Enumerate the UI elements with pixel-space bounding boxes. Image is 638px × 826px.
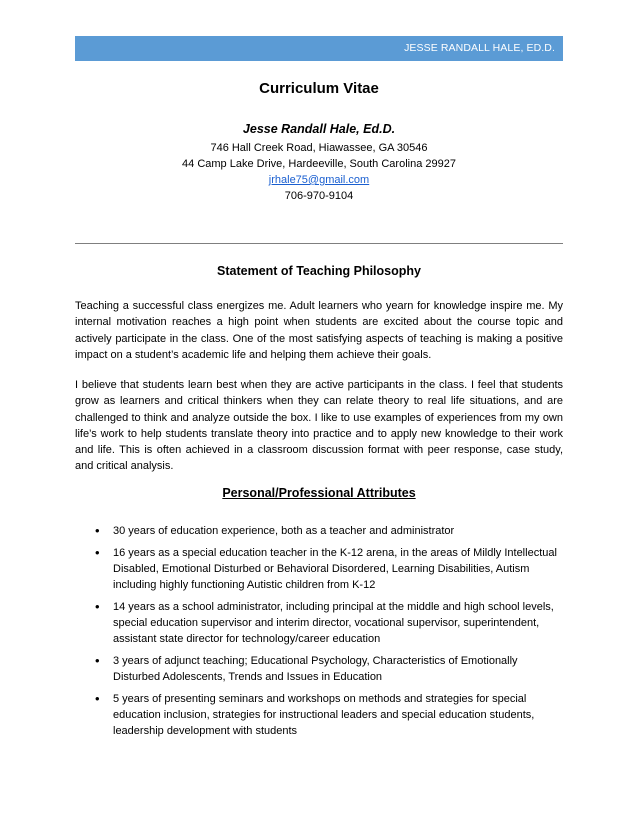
list-item [75, 691, 563, 739]
list-item-text: 14 years as a school administrator, including principal at the middle and high school levels, special education supervisor and interim director, vocational supervisor, superintendent, assistant state director for technology/career education [113, 601, 554, 645]
header-band [75, 36, 563, 61]
email-line [75, 172, 563, 188]
phone-number: 706-970-9104 [284, 190, 354, 202]
document-title: Curriculum Vitae [259, 80, 379, 97]
philosophy-paragraph-2: I believe that students learn best when they are active participants in the class. I feel that students grow as learners and critical thinkers when they can relate theory to real life situations, and are challenged to think and analyze outside the box. I like to use examples of experiences from my own life’s work to help students translate theory into practice and to apply new knowledge to their work and life. This is often achieved in a classroom discussion format with peer response, case study, and critical analysis. [75, 379, 563, 473]
bullet-icon: • [95, 599, 100, 614]
list-item [75, 653, 563, 685]
philosophy-paragraph-1: Teaching a successful class energizes me. Adult learners who yearn for knowledge inspire me. My internal motivation reaches a high point when students are excited about the course topic and actively participate in the class. One of the most satisfying aspects of teaching is making a positive impact on a student’s academic life and helping them achieve their goals. [75, 300, 563, 361]
list-item [75, 523, 563, 539]
list-item-text: 30 years of education experience, both as a teacher and administrator [113, 525, 455, 537]
philosophy-heading: Statement of Teaching Philosophy [217, 264, 421, 278]
address-line-2: 44 Camp Lake Drive, Hardeeville, South Carolina 29927 [182, 158, 456, 170]
list-item [75, 599, 563, 647]
list-item-text: 16 years as a special education teacher in the K-12 arena, in the areas of Mildly Intellectual Disabled, Emotional Disturbed or Behavioral Disordered, Learning Disabilities, Autism including highly functioning Autistic children from K-12 [113, 547, 557, 591]
header-name: JESSE RANDALL HALE, ED.D. [404, 42, 555, 54]
list-item-text: 5 years of presenting seminars and workshops on methods and strategies for special education inclusion, strategies for instructional leaders and special education students, leadership development with students [113, 693, 535, 737]
list-item-text: 3 years of adjunct teaching; Educational Psychology, Characteristics of Emotionally Disturbed Adolescents, Trends and Issues in Education [113, 655, 518, 683]
attributes-list [75, 523, 563, 745]
address-line-1: 746 Hall Creek Road, Hiawassee, GA 30546 [210, 142, 428, 154]
bullet-icon: • [95, 523, 100, 538]
bullet-icon: • [95, 545, 100, 560]
list-item [75, 545, 563, 593]
bullet-icon: • [95, 691, 100, 706]
contact-name: Jesse Randall Hale, Ed.D. [242, 122, 396, 136]
attributes-heading: Personal/Professional Attributes [222, 486, 416, 500]
bullet-icon: • [95, 653, 100, 668]
email-link[interactable]: jrhale75@gmail.com [268, 174, 370, 186]
horizontal-divider [75, 243, 563, 244]
